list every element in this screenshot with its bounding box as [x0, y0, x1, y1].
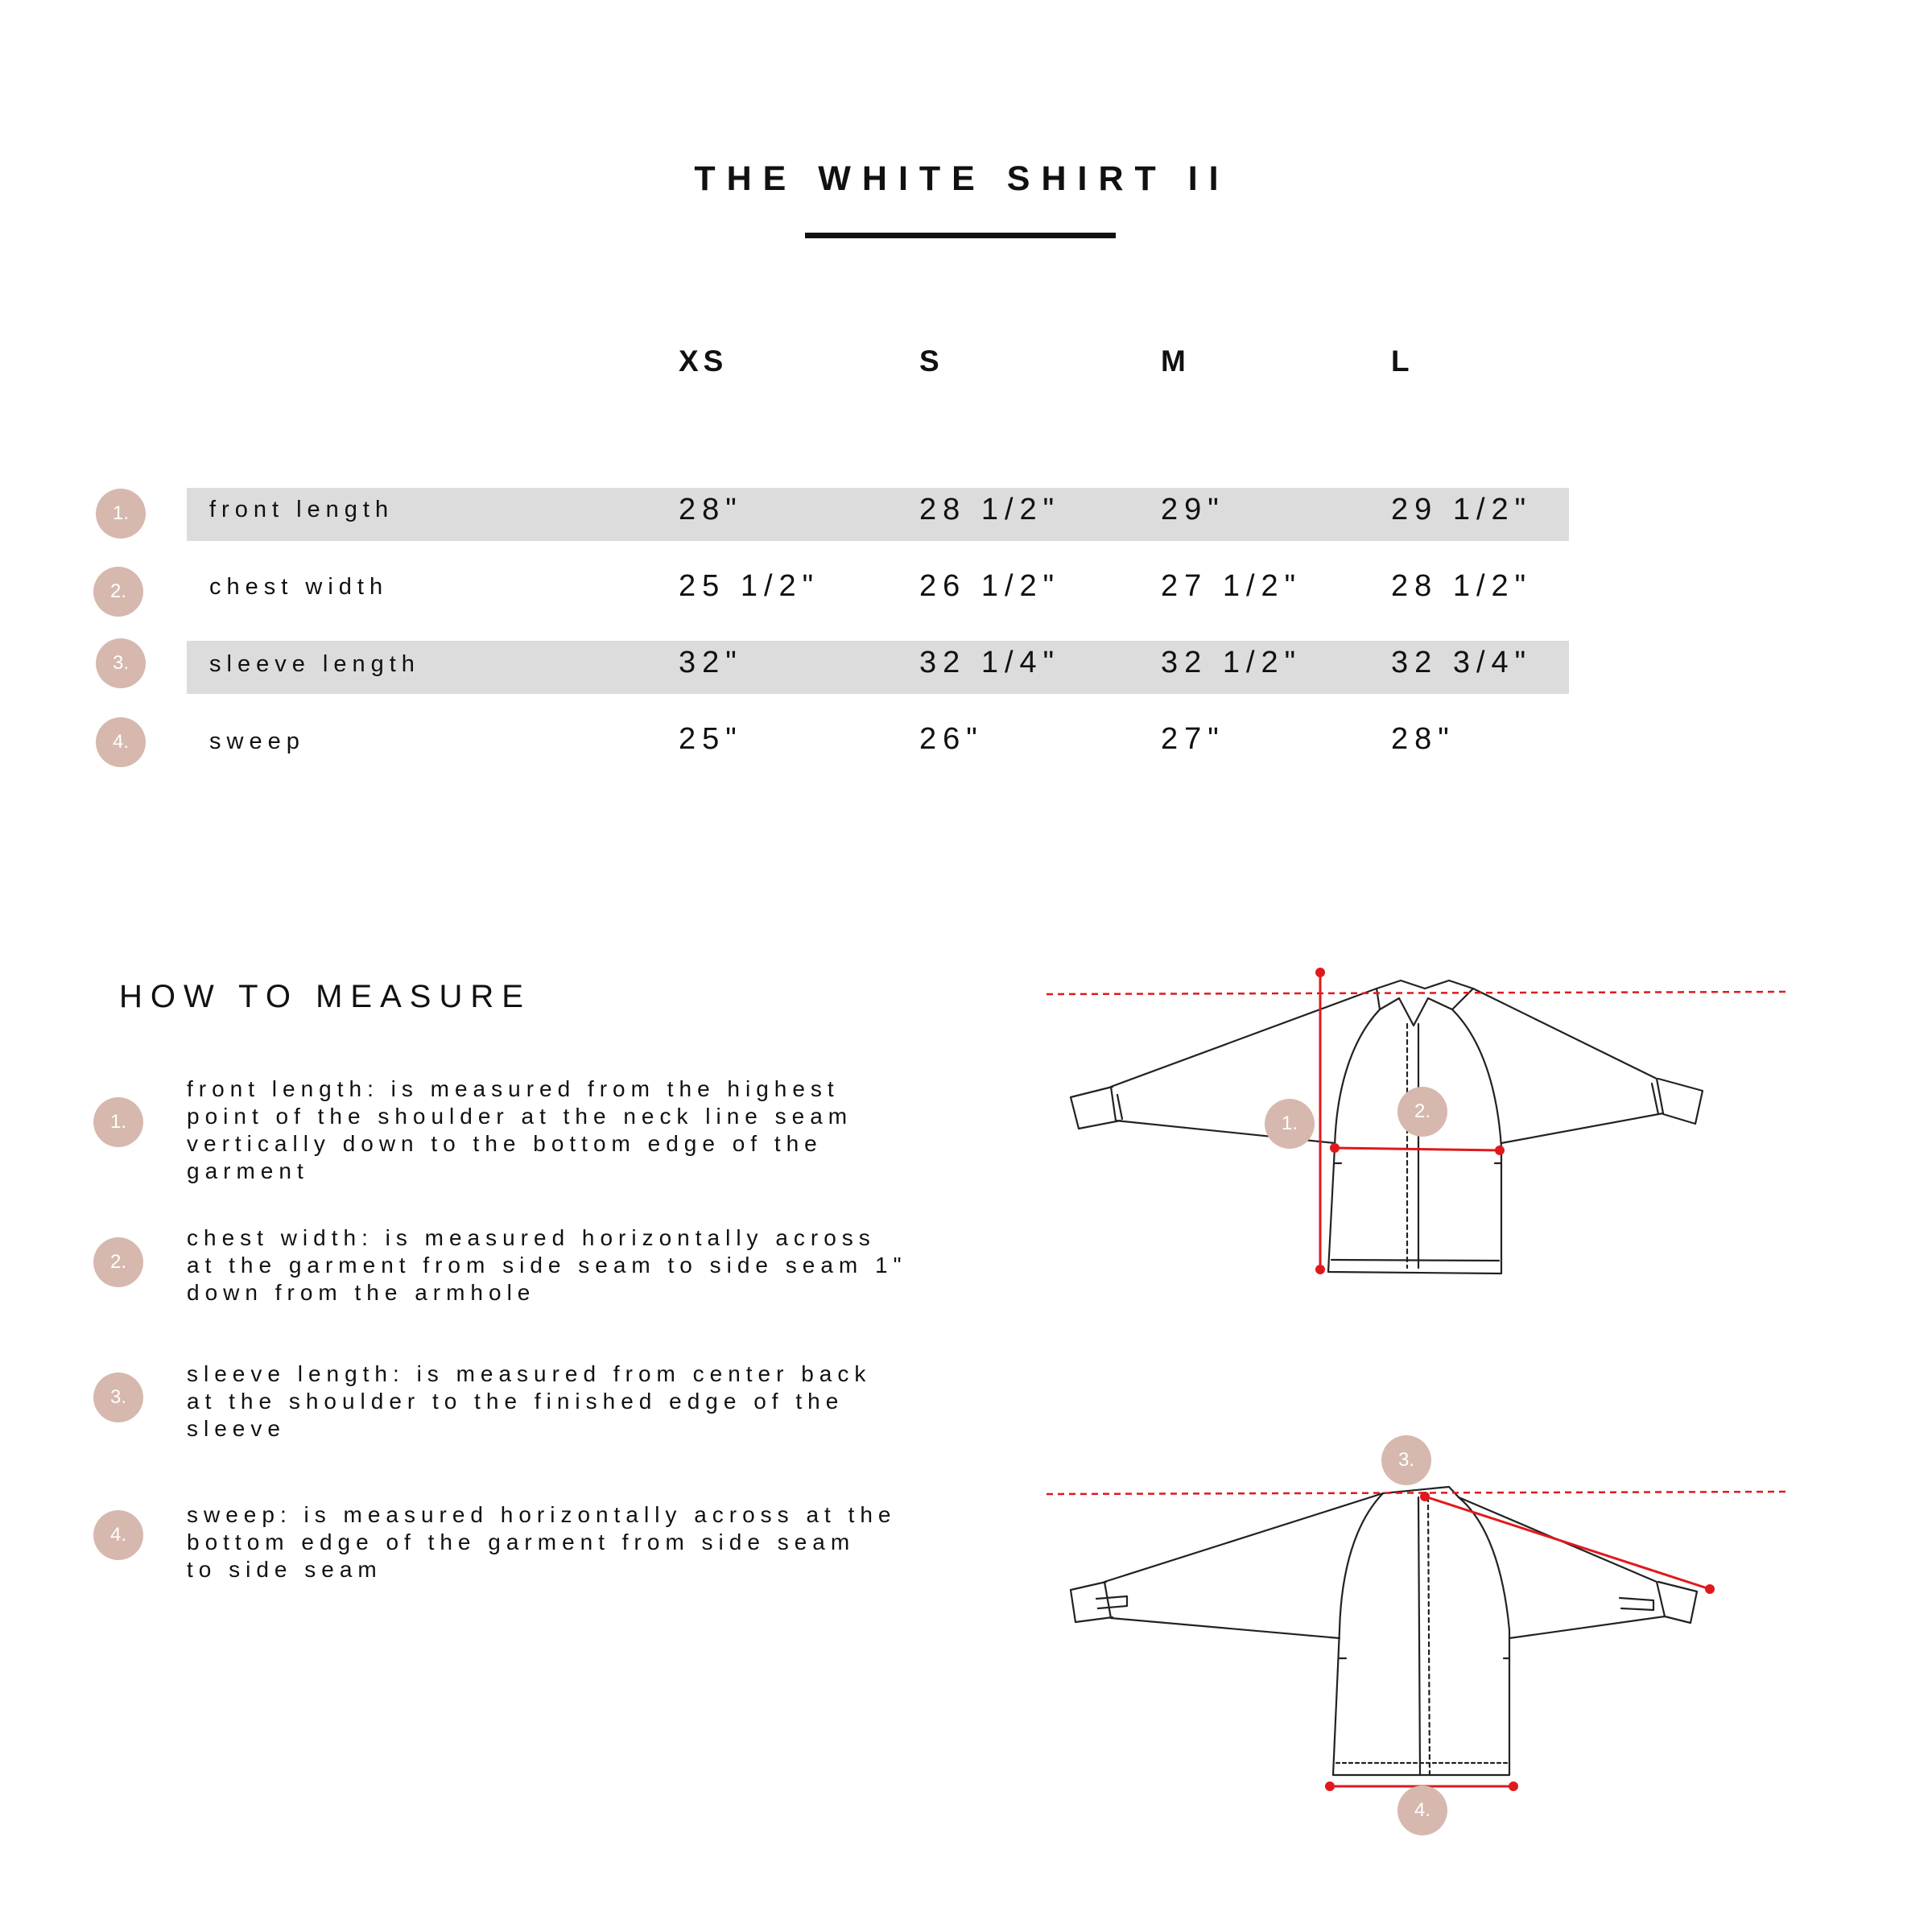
measure-text-chest-width: [187, 1224, 992, 1307]
measure-text-line: garment: [187, 1158, 309, 1183]
cell-chest-width-xs: 25 1/2": [679, 569, 820, 603]
cell-chest-width-s: 26 1/2": [919, 569, 1061, 603]
row-badge-2: 2.: [93, 567, 143, 617]
title-underline: [805, 233, 1116, 238]
row-badge-3: 3.: [96, 638, 146, 688]
cell-front-length-l: 29 1/2": [1391, 493, 1533, 526]
measure-text-line: vertically down to the bottom edge of the: [187, 1131, 823, 1156]
measure-text-line: point of the shoulder at the neck line seam: [187, 1104, 853, 1129]
measure-text-line: at the shoulder to the finished edge of the: [187, 1389, 844, 1414]
sketch-badge-3: 3.: [1381, 1435, 1431, 1485]
measure-badge-3: 3.: [93, 1373, 143, 1422]
cell-sleeve-length-xs: 32": [679, 646, 743, 679]
measure-text-line: sleeve: [187, 1416, 286, 1441]
measure-text-line: sleeve length: is measured from center back: [187, 1361, 872, 1386]
measure-badge-4: 4.: [93, 1510, 143, 1560]
measure-text-line: to side seam: [187, 1557, 382, 1582]
row-label-front-length: front length: [209, 497, 394, 522]
how-to-measure-heading: HOW TO MEASURE: [119, 979, 531, 1014]
cell-sweep-l: 28": [1391, 722, 1455, 756]
measure-badge-2: 2.: [93, 1237, 143, 1287]
measure-text-line: sweep: is measured horizontally across at the: [187, 1502, 897, 1527]
cell-sleeve-length-s: 32 1/4": [919, 646, 1061, 679]
row-shade-front-length: [187, 488, 1569, 541]
size-header-l: L: [1391, 345, 1414, 378]
shirt-front-outline: [1071, 980, 1703, 1274]
measure-text-sweep: [187, 1501, 992, 1583]
cell-front-length-s: 28 1/2": [919, 493, 1061, 526]
sketch-badge-1: 1.: [1265, 1099, 1315, 1149]
cell-sweep-m: 27": [1161, 722, 1225, 756]
cell-sleeve-length-m: 32 1/2": [1161, 646, 1302, 679]
sketch-badge-2: 2.: [1397, 1087, 1447, 1137]
cell-sleeve-length-l: 32 3/4": [1391, 646, 1533, 679]
page-title: THE WHITE SHIRT II: [694, 159, 1230, 198]
row-badge-1: 1.: [96, 489, 146, 539]
measure-text-line: front length: is measured from the highest: [187, 1076, 840, 1101]
size-header-m: M: [1161, 345, 1191, 378]
row-label-sweep: sweep: [209, 729, 305, 754]
measure-badge-1: 1.: [93, 1097, 143, 1147]
size-header-xs: XS: [679, 345, 729, 378]
sketch-badge-4: 4.: [1397, 1785, 1447, 1835]
measure-text-line: down from the armhole: [187, 1280, 536, 1305]
measure-text-line: bottom edge of the garment from side seam: [187, 1530, 856, 1554]
measure-text-line: chest width: is measured horizontally across: [187, 1225, 876, 1250]
cell-front-length-xs: 28": [679, 493, 743, 526]
measure-text-line: at the garment from side seam to side seam 1": [187, 1253, 907, 1278]
cell-front-length-m: 29": [1161, 493, 1225, 526]
cell-sweep-xs: 25": [679, 722, 743, 756]
shirt-back-sketch: [1046, 1433, 1811, 1795]
shirt-back-outline: [1071, 1487, 1697, 1775]
row-label-sleeve-length: sleeve length: [209, 651, 420, 677]
row-badge-4: 4.: [96, 717, 146, 767]
cell-chest-width-m: 27 1/2": [1161, 569, 1302, 603]
cell-chest-width-l: 28 1/2": [1391, 569, 1533, 603]
measure-text-front-length: [187, 1075, 992, 1185]
back-measure-lines: [1046, 1492, 1787, 1791]
row-label-chest-width: chest width: [209, 574, 389, 600]
cell-sweep-s: 26": [919, 722, 984, 756]
size-header-s: S: [919, 345, 944, 378]
measure-text-sleeve-length: [187, 1360, 992, 1443]
